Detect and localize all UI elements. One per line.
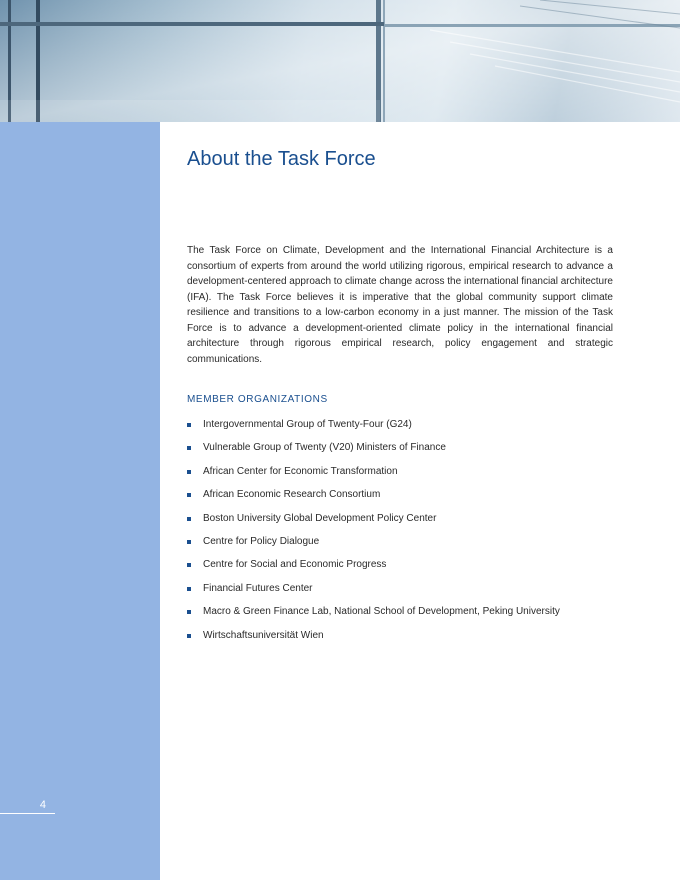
square-bullet-icon: [187, 634, 191, 638]
member-name: Centre for Social and Economic Progress: [203, 559, 387, 571]
square-bullet-icon: [187, 540, 191, 544]
member-name: Centre for Policy Dialogue: [203, 535, 320, 547]
list-item: [187, 418, 613, 441]
list-item: [187, 558, 613, 581]
member-name: Financial Futures Center: [203, 582, 313, 594]
member-name: Wirtschaftsuniversität Wien: [203, 629, 324, 641]
square-bullet-icon: [187, 517, 191, 521]
member-name: Vulnerable Group of Twenty (V20) Ministers of Finance: [203, 442, 446, 454]
list-item: [187, 488, 613, 511]
member-organizations-heading: MEMBER ORGANIZATIONS: [187, 394, 328, 405]
member-name: Intergovernmental Group of Twenty-Four (G24): [203, 419, 412, 430]
square-bullet-icon: [187, 446, 191, 450]
glass-facade-image: [0, 0, 680, 122]
list-item: [187, 582, 613, 605]
page-number-rule: [0, 813, 55, 814]
member-organizations-list: [187, 418, 613, 652]
list-item: [187, 465, 613, 488]
list-item: [187, 535, 613, 558]
intro-paragraph: The Task Force on Climate, Development and the International Financial Architecture is a consortium of experts from around the world utilizing rigorous, empirical research to advance a development-centered approach to climate change across the international financial architecture (IFA). The Task Force believes it is imperative that the global community support climate resilience and transitions to a low-carbon economy in a just manner. The mission of the Task Force is to advance a development-oriented climate policy in the international financial architecture through rigorous empirical research, policy engagement and strategic communications.: [187, 245, 613, 365]
list-item: [187, 605, 613, 628]
square-bullet-icon: [187, 470, 191, 474]
header-photo: [0, 0, 680, 122]
list-item: [187, 629, 613, 652]
square-bullet-icon: [187, 563, 191, 567]
page-number: 4: [39, 799, 46, 811]
member-name: Macro & Green Finance Lab, National School of Development, Peking University: [203, 606, 560, 618]
member-name: African Economic Research Consortium: [203, 489, 381, 501]
square-bullet-icon: [187, 423, 191, 427]
member-name: Boston University Global Development Policy Center: [203, 512, 437, 524]
list-item: [187, 441, 613, 464]
page-title: About the Task Force: [187, 148, 376, 170]
list-item: [187, 512, 613, 535]
square-bullet-icon: [187, 610, 191, 614]
member-name: African Center for Economic Transformation: [203, 465, 398, 477]
square-bullet-icon: [187, 587, 191, 591]
sidebar-panel: [0, 122, 160, 880]
square-bullet-icon: [187, 493, 191, 497]
